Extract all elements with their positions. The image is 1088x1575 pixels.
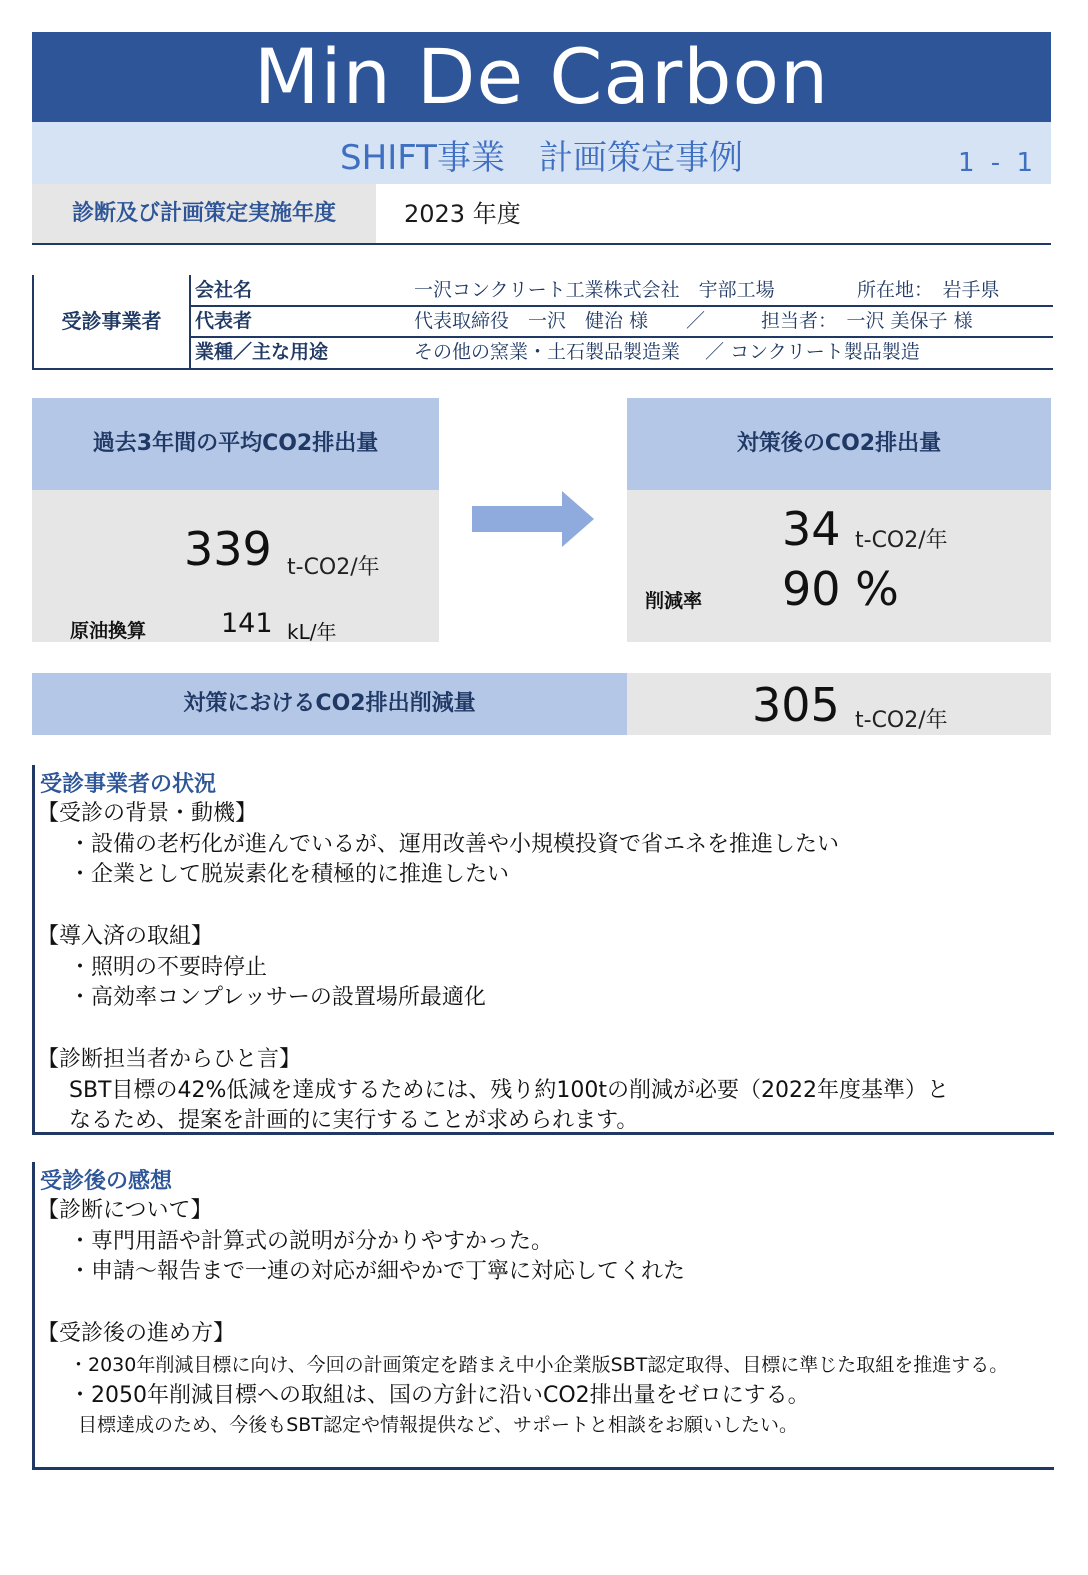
reduction-amount-header: 対策におけるCO2排出削減量	[32, 673, 627, 735]
client-row-value: 代表取締役 一沢 健治 様 ／	[414, 310, 706, 332]
impressions-section	[32, 1162, 1054, 1470]
client-row-key: 会社名	[195, 279, 253, 301]
comment-line: SBT目標の42%低減を達成するためには、残り約100tの削減が必要（2022年度基準）と	[69, 1078, 950, 1103]
list-item: ・設備の老朽化が進んでいるが、運用改善や小規模投資で省エネを推進したい	[69, 832, 840, 857]
page-title: Min De Carbon	[32, 32, 1051, 122]
past-emissions-unit: t-CO2/年	[287, 555, 380, 580]
arrow-right-icon	[470, 489, 596, 549]
client-row-value: 一沢コンクリート工業株式会社 宇部工場	[414, 279, 775, 301]
comment-heading: 【診断担当者からひと言】	[37, 1047, 302, 1072]
list-item: ・2050年削減目標への取組は、国の方針に沿いCO2排出量をゼロにする。	[69, 1383, 810, 1408]
client-status-section	[32, 765, 1054, 1135]
list-item: 目標達成のため、今後もSBT認定や情報提供など、サポートと相談をお願いしたい。	[78, 1414, 798, 1436]
client-row-representative	[191, 306, 1053, 338]
after-emissions-header: 対策後のCO2排出量	[627, 398, 1051, 490]
reduction-amount-value: 305	[752, 678, 840, 732]
list-item: ・申請～報告まで一連の対応が細やかで丁寧に対応してくれた	[69, 1259, 686, 1284]
background-heading: 【受診の背景・動機】	[37, 801, 258, 826]
after-emissions-unit: t-CO2/年	[855, 528, 948, 553]
client-row-industry	[191, 337, 1053, 367]
done-heading: 【導入済の取組】	[37, 924, 214, 949]
list-item: ・2030年削減目標に向け、今回の計画策定を踏まえ中小企業版SBT認定取得、目標に準じた取組を推進する。	[69, 1354, 1009, 1376]
oil-unit: kL/年	[287, 620, 337, 644]
year-label-box	[32, 184, 376, 244]
list-item: ・照明の不要時停止	[69, 955, 268, 980]
client-info	[32, 275, 1053, 370]
list-item: ・企業として脱炭素化を積極的に推進したい	[69, 862, 510, 887]
client-row-company	[191, 275, 1053, 307]
client-row-value: その他の窯業・土石製品製造業 ／ コンクリート製品製造	[414, 341, 920, 363]
oil-label: 原油換算	[70, 620, 147, 642]
client-row-key: 業種／主な用途	[195, 341, 329, 363]
divider	[32, 243, 1051, 245]
reduction-amount-panel	[627, 673, 1051, 735]
client-row-key: 代表者	[195, 310, 253, 332]
oil-value: 141	[221, 608, 273, 639]
after-emissions-panel	[627, 490, 1051, 642]
client-row-extra: 所在地： 岩手県	[857, 279, 1000, 301]
comment-line: なるため、提案を計画的に実行することが求められます。	[69, 1108, 639, 1133]
after-emissions-value: 34	[782, 502, 841, 556]
reduction-amount-unit: t-CO2/年	[855, 708, 948, 733]
section-title: 受診事業者の状況	[40, 772, 217, 797]
section-title: 受診後の感想	[40, 1169, 173, 1194]
diagnosis-heading: 【診断について】	[37, 1198, 213, 1223]
reduction-rate-label: 削減率	[645, 590, 703, 612]
reduction-rate-value: 90 %	[782, 562, 899, 616]
past-emissions-value: 339	[184, 522, 272, 576]
page-subtitle: SHIFT事業 計画策定事例	[340, 138, 743, 178]
client-row-extra: 担当者： 一沢 美保子 様	[761, 310, 973, 332]
client-section-label: 受診事業者	[61, 309, 162, 333]
list-item: ・専門用語や計算式の説明が分かりやすかった。	[69, 1229, 554, 1254]
past-emissions-header: 過去3年間の平均CO2排出量	[32, 398, 439, 490]
subtitle-bar	[32, 122, 1051, 184]
year-value: 2023 年度	[404, 200, 521, 228]
page-number: 1 - 1	[958, 148, 1037, 178]
past-emissions-panel	[32, 490, 439, 642]
year-label: 診断及び計画策定実施年度	[71, 201, 336, 226]
plan-heading: 【受診後の進め方】	[37, 1321, 236, 1346]
list-item: ・高効率コンプレッサーの設置場所最適化	[69, 985, 486, 1010]
